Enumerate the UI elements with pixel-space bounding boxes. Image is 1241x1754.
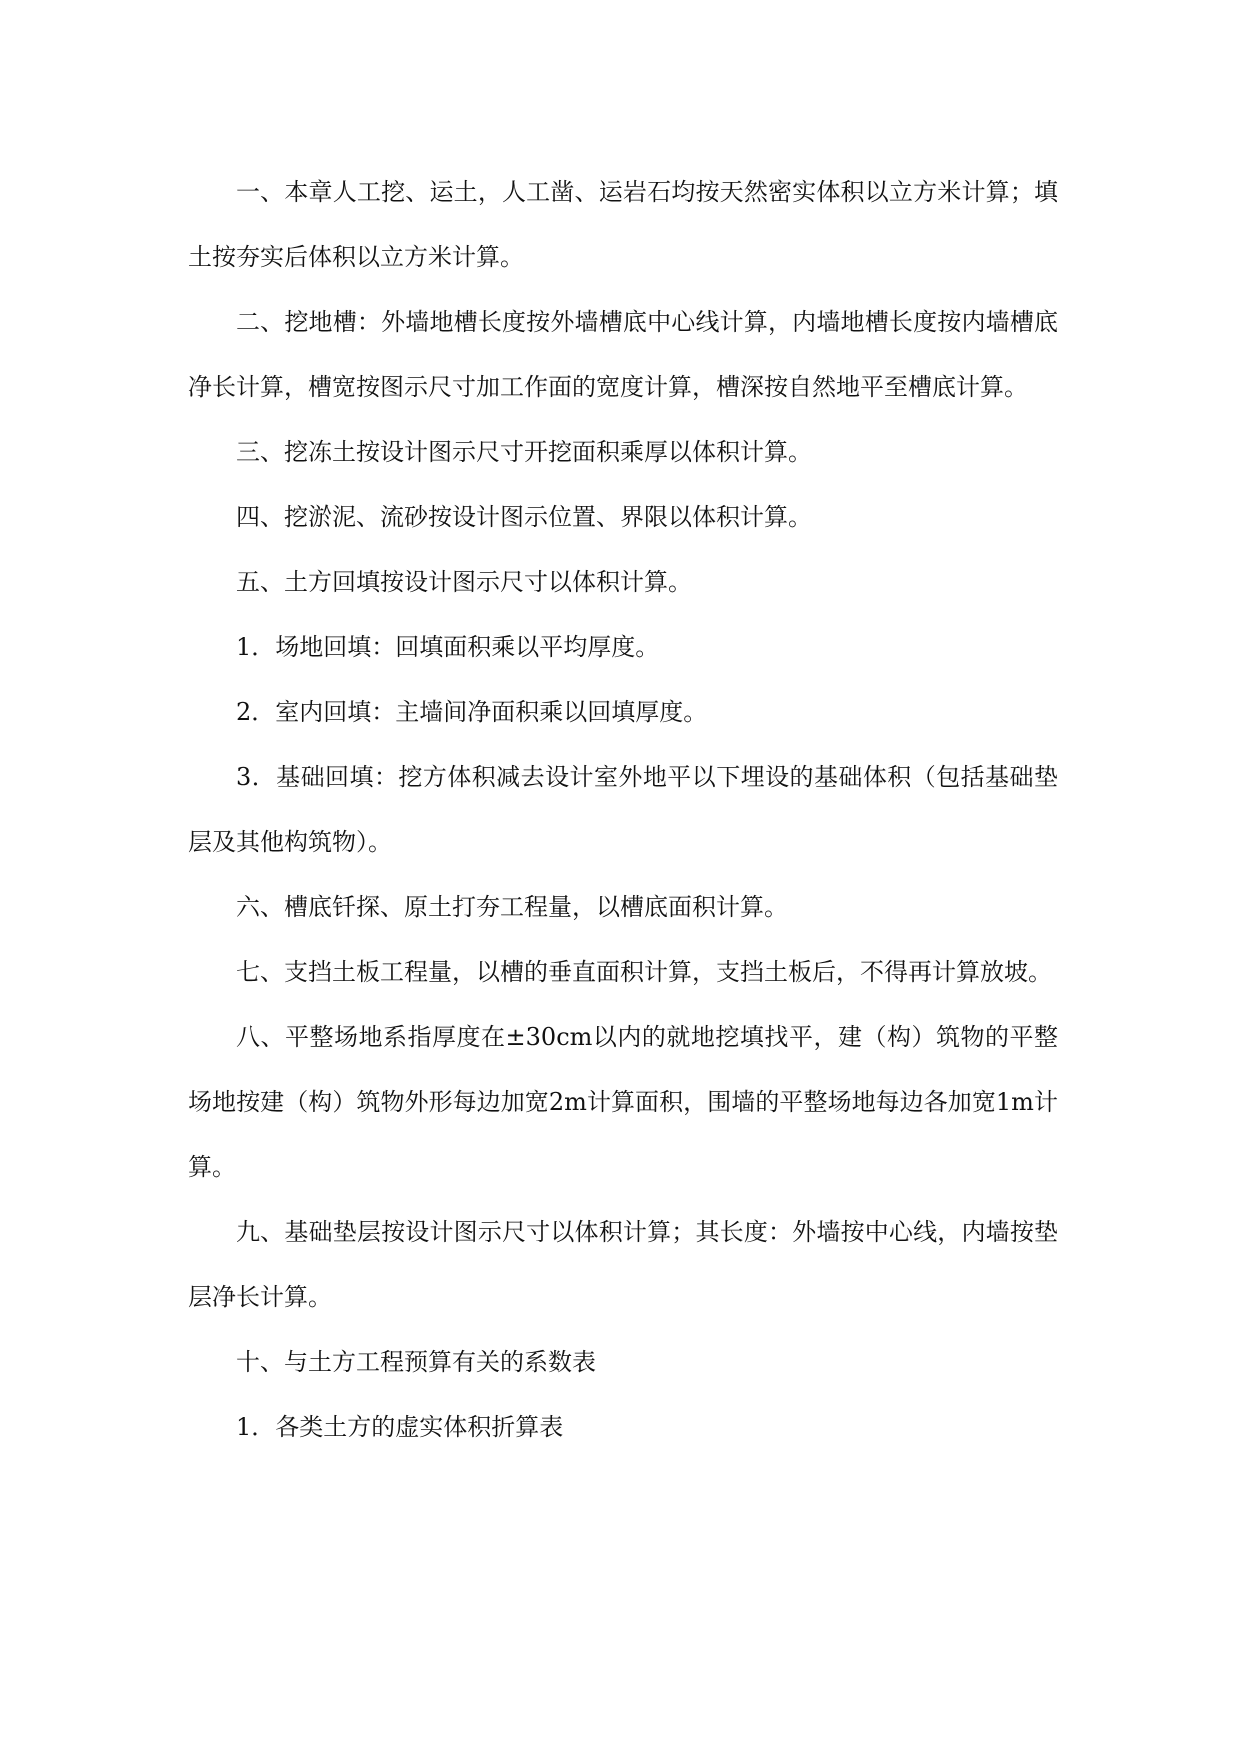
paragraph-10: 十、与土方工程预算有关的系数表 [236,1348,596,1376]
paragraph-5-item-3: 3．基础回填：挖方体积减去设计室外地平以下埋设的基础体积（包括基础垫层及其他构筑物）。 [188,763,1058,856]
paragraph-7: 七、支挡土板工程量，以槽的垂直面积计算，支挡土板后，不得再计算放坡。 [236,958,1052,986]
paragraph-10-item-1: 1．各类土方的虚实体积折算表 [236,1413,564,1441]
paragraph-5: 五、土方回填按设计图示尺寸以体积计算。 [236,568,692,596]
paragraph-1: 一、本章人工挖、运土，人工凿、运岩石均按天然密实体积以立方米计算；填土按夯实后体积以立方米计算。 [188,178,1058,271]
paragraph-5-item-1: 1．场地回填：回填面积乘以平均厚度。 [236,633,660,661]
paragraph-4: 四、挖淤泥、流砂按设计图示位置、界限以体积计算。 [236,503,812,531]
paragraph-3: 三、挖冻土按设计图示尺寸开挖面积乘厚以体积计算。 [236,438,812,466]
paragraph-5-item-2: 2．室内回填：主墙间净面积乘以回填厚度。 [236,698,708,726]
paragraph-2: 二、挖地槽：外墙地槽长度按外墙槽底中心线计算，内墙地槽长度按内墙槽底净长计算，槽宽按图示尺寸加工作面的宽度计算，槽深按自然地平至槽底计算。 [188,308,1058,401]
paragraph-6: 六、槽底钎探、原土打夯工程量，以槽底面积计算。 [236,893,788,921]
paragraph-8: 八、平整场地系指厚度在±30cm以内的就地挖填找平，建（构）筑物的平整场地按建（构）筑物外形每边加宽2m计算面积，围墙的平整场地每边各加宽1m计算。 [188,1023,1058,1181]
paragraph-9: 九、基础垫层按设计图示尺寸以体积计算；其长度：外墙按中心线，内墙按垫层净长计算。 [188,1218,1058,1311]
document-body [188,160,1058,1460]
